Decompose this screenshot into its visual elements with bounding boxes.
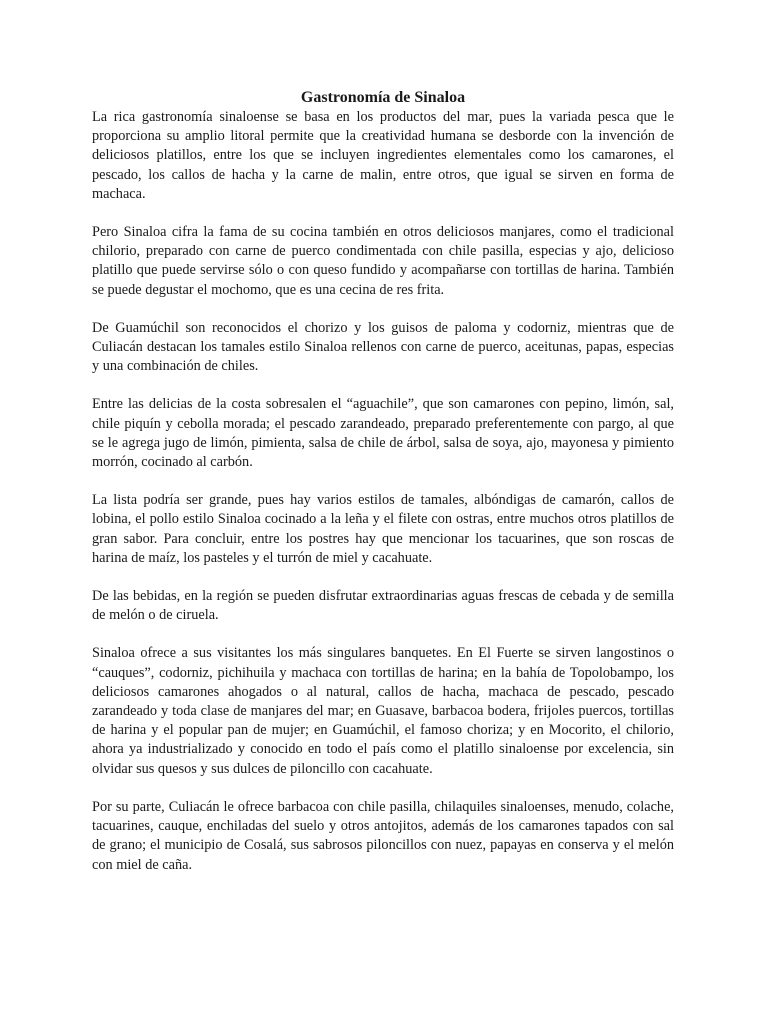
document-body — [92, 108, 674, 875]
document-page — [92, 88, 674, 875]
paragraph-3: De Guamúchil son reconocidos el chorizo y los guisos de paloma y codorniz, mientras que de Culiacán destacan los tamales estilo Sinaloa rellenos con carne de puerco, aceitunas, papas, especias y una combinación de chiles. — [92, 319, 674, 375]
paragraph-4: Entre las delicias de la costa sobresalen el “aguachile”, que son camarones con pepino, limón, sal, chile piquín y cebolla morada; el pescado zarandeado, preparado preferentemente con pargo, al que se le agrega jugo de limón, pimienta, salsa de chile de árbol, salsa de soya, ajo, mayonesa y pimiento morrón, cocinado al carbón. — [92, 396, 674, 471]
paragraph-2: Pero Sinaloa cifra la fama de su cocina también en otros deliciosos manjares, como el tradicional chilorio, preparado con carne de puerco condimentada con chile pasilla, especias y ajo, delicioso platillo que puede servirse sólo o con queso fundido y acompañarse con tortillas de harina. También se puede degustar el mochomo, que es una cecina de res frita. — [92, 224, 674, 298]
paragraph-1: La rica gastronomía sinaloense se basa en los productos del mar, pues la variada pesca que le proporciona su amplio litoral permite que la creatividad humana se desborde con la invención de deliciosos platillos, entre los que se incluyen ingredientes elementales como los camarones, el pescado, los callos de hacha y la carne de malin, entre otros, que igual se sirven en forma de machaca. — [92, 109, 674, 202]
paragraph-7: Sinaloa ofrece a sus visitantes los más singulares banquetes. En El Fuerte se sirven langostinos o “cauques”, codorniz, pichihuila y machaca con tortillas de harina; en la bahía de Topolobampo, los deliciosos camarones ahogados o al natural, callos de hacha, machaca de pescado, pescado zarandeado y toda clase de manjares del mar; en Guasave, barbacoa bodera, frijoles puercos, tortillas de harina y el popular pan de mujer; en Guamúchil, el famoso choriza; y en Mocorito, el chilorio, ahora ya industrializado y conocido en todo el país como el platillo sinaloense por excelencia, sin olvidar sus quesos y sus dulces de piloncillo con cacahuate. — [92, 645, 674, 777]
paragraph-8: Por su parte, Culiacán le ofrece barbacoa con chile pasilla, chilaquiles sinaloenses, menudo, colache, tacuarines, cauque, enchiladas del suelo y otros antojitos, además de los camarones tapados con sal de grano; el municipio de Cosalá, sus sabrosos piloncillos con nuez, papayas en conserva y el melón con miel de caña. — [92, 798, 674, 873]
paragraph-6: De las bebidas, en la región se pueden disfrutar extraordinarias aguas frescas de cebada y de semilla de melón o de ciruela. — [92, 588, 674, 624]
paragraph-5: La lista podría ser grande, pues hay varios estilos de tamales, albóndigas de camarón, callos de lobina, el pollo estilo Sinaloa cocinado a la leña y el filete con ostras, entre muchos otros platillos de gran sabor. Para concluir, entre los postres hay que mencionar los tacuarines, que son roscas de harina de maíz, los pasteles y el turrón de miel y cacahuate. — [92, 492, 674, 566]
document-title: Gastronomía de Sinaloa — [300, 89, 466, 106]
